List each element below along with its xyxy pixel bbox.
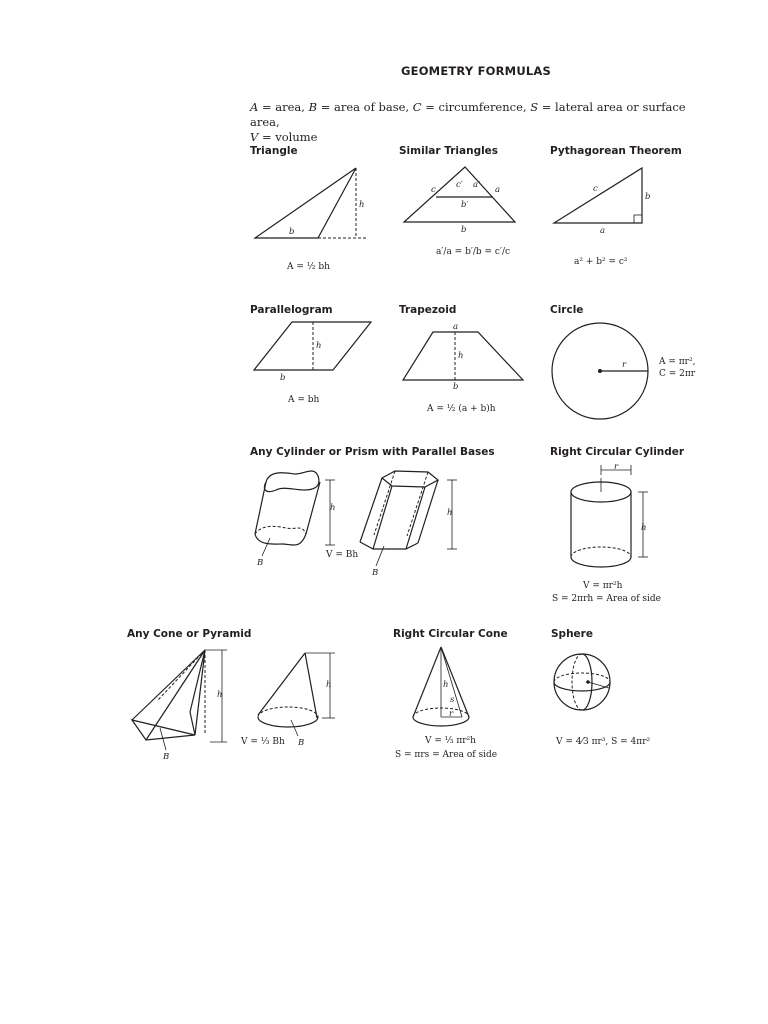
legend-text-c: = circumference, — [421, 100, 531, 114]
legend-text-b: = area of base, — [317, 100, 413, 114]
oblique-cone-label-h: h — [326, 680, 332, 690]
pyramid-base-front — [132, 720, 195, 740]
oblique-cylinder-top — [264, 471, 318, 492]
oblique-prism-label-h: h — [447, 508, 453, 518]
heading-cone-pyramid: Any Cone or Pyramid — [127, 628, 252, 640]
oblique-cylinder-base-pointer — [262, 538, 270, 556]
trapezoid-label-a: a — [453, 322, 459, 332]
right-cylinder-bottom-front — [571, 557, 631, 567]
legend-text-v: = volume — [258, 130, 318, 144]
legend-symbol-b: B — [308, 100, 318, 114]
oblique-prism-edge-1 — [360, 478, 382, 542]
right-cylinder-label-r: r — [614, 462, 619, 472]
formula-cone-pyramid: V = ⅓ Bh — [241, 737, 285, 747]
heading-similar-triangles: Similar Triangles — [399, 145, 499, 157]
formula-circle-area: A = πr², — [659, 357, 696, 367]
formula-right-cylinder-side: S = 2πrh = Area of side — [552, 594, 661, 604]
oblique-cylinder-bottom-front — [255, 534, 306, 545]
oblique-cone-label-b: B — [298, 738, 305, 748]
circle-label-r: r — [622, 360, 627, 370]
oblique-cylinder-bottom-back — [255, 526, 306, 534]
oblique-prism-top — [382, 471, 438, 487]
oblique-prism-hidden-edge-2 — [407, 472, 428, 536]
legend-symbol-v: V — [250, 130, 259, 144]
triangle-figure — [255, 168, 366, 238]
formula-right-cylinder-volume: V = πr²h — [583, 581, 623, 591]
right-cone-figure — [413, 647, 469, 726]
legend-symbol-a: A — [250, 100, 259, 114]
oblique-cone-base-back — [258, 707, 318, 717]
trapezoid-figure — [403, 322, 523, 392]
right-triangle-shape — [554, 168, 642, 223]
right-cone-base-front — [413, 717, 469, 726]
legend-symbol-s: S — [530, 100, 539, 114]
oblique-prism-edge-4 — [418, 480, 438, 543]
pyramid-edge-1 — [132, 650, 205, 720]
oblique-cylinder-label-h: h — [330, 503, 336, 513]
legend-text-a: = area, — [258, 100, 309, 114]
similar-label-a: a — [495, 185, 501, 195]
formula-similar-triangles: a′/a = b′/b = c′/c — [436, 247, 511, 257]
heading-pythagorean: Pythagorean Theorem — [550, 145, 682, 157]
oblique-cone-figure — [258, 653, 335, 748]
legend-text-s: = lateral area or surface area, — [250, 100, 686, 129]
formula-pythagorean: a² + b² = c² — [574, 257, 628, 267]
oblique-cone-base-front — [258, 717, 318, 727]
similar-label-b: b — [461, 225, 467, 235]
oblique-cone-left-side — [258, 653, 305, 715]
formula-triangle: A = ½ bh — [287, 262, 330, 272]
formula-trapezoid: A = ½ (a + b)h — [427, 404, 496, 414]
circle-figure — [552, 323, 648, 419]
oblique-prism-figure — [360, 471, 457, 578]
sphere-outline — [554, 654, 610, 710]
right-cylinder-label-h: h — [641, 523, 647, 533]
heading-trapezoid: Trapezoid — [399, 304, 457, 316]
sphere-radius-line — [588, 682, 609, 688]
similar-label-b-prime: b′ — [461, 200, 469, 210]
heading-sphere: Sphere — [551, 628, 593, 640]
trapezoid-label-h: h — [458, 351, 464, 361]
heading-circle: Circle — [550, 304, 584, 316]
oblique-prism-label-b: B — [372, 568, 379, 578]
pyramid-figure — [132, 650, 227, 762]
oblique-prism-edge-3 — [406, 487, 425, 549]
page-title: GEOMETRY FORMULAS — [401, 64, 551, 78]
right-cylinder-bottom-back — [571, 547, 631, 557]
heading-right-cone: Right Circular Cone — [393, 628, 508, 640]
right-cone-label-h: h — [443, 680, 449, 690]
pyramid-edge-4 — [190, 650, 205, 712]
trapezoid-label-b: b — [453, 382, 459, 392]
oblique-cylinder-label-b: B — [257, 558, 264, 568]
oblique-cone-right-side — [305, 653, 317, 718]
sphere-meridian-back — [572, 654, 582, 710]
sphere-equator-back — [554, 673, 610, 682]
formula-right-cone-side: S = πrs = Area of side — [395, 750, 498, 760]
right-cylinder-figure — [571, 462, 648, 567]
right-cone-label-s: s — [450, 695, 455, 705]
formula-parallelogram: A = bh — [288, 395, 320, 405]
formula-sphere: V = 4⁄3 πr³, S = 4πr² — [556, 737, 651, 747]
pyramid-label-b: B — [163, 752, 170, 762]
pythagorean-figure — [554, 168, 650, 236]
triangle-label-b: b — [289, 227, 295, 237]
heading-right-cylinder: Right Circular Cylinder — [550, 446, 685, 458]
oblique-cone-base-pointer — [291, 720, 298, 736]
oblique-cylinder-figure — [255, 471, 335, 568]
pyramid-label-h: h — [217, 690, 223, 700]
legend-symbol-c: C — [412, 100, 422, 114]
pyramid-hidden-edge — [158, 650, 205, 700]
parallelogram-label-h: h — [316, 341, 322, 351]
sphere-equator-front — [554, 682, 610, 691]
triangle-label-h: h — [359, 200, 365, 210]
similar-label-c-prime: c′ — [456, 180, 463, 190]
pythagorean-label-b: b — [645, 192, 651, 202]
oblique-cylinder-left-side — [255, 482, 266, 534]
right-cone-left-side — [413, 647, 441, 717]
similar-label-c: c — [431, 185, 436, 195]
triangle-shape — [255, 168, 356, 238]
formula-circle-circumference: C = 2πr — [659, 369, 696, 379]
oblique-prism-bottom-front — [360, 542, 418, 549]
heading-triangle: Triangle — [250, 145, 298, 157]
heading-parallelogram: Parallelogram — [250, 304, 333, 316]
pythagorean-label-c: c — [593, 184, 598, 194]
parallelogram-label-b: b — [280, 373, 286, 383]
heading-cylinder-prism: Any Cylinder or Prism with Parallel Bases — [250, 446, 495, 458]
right-angle-marker — [634, 215, 642, 223]
pyramid-base-right — [190, 712, 195, 735]
sphere-figure — [554, 654, 610, 710]
similar-label-a-prime: a′ — [473, 180, 480, 190]
formula-right-cone-volume: V = ⅓ πr²h — [425, 736, 476, 746]
similar-triangles-figure — [404, 167, 515, 235]
right-cone-label-r: r — [449, 709, 454, 719]
parallelogram-figure — [254, 322, 371, 383]
pythagorean-label-a: a — [600, 226, 606, 236]
formula-cylinder-prism: V = Bh — [326, 550, 359, 560]
